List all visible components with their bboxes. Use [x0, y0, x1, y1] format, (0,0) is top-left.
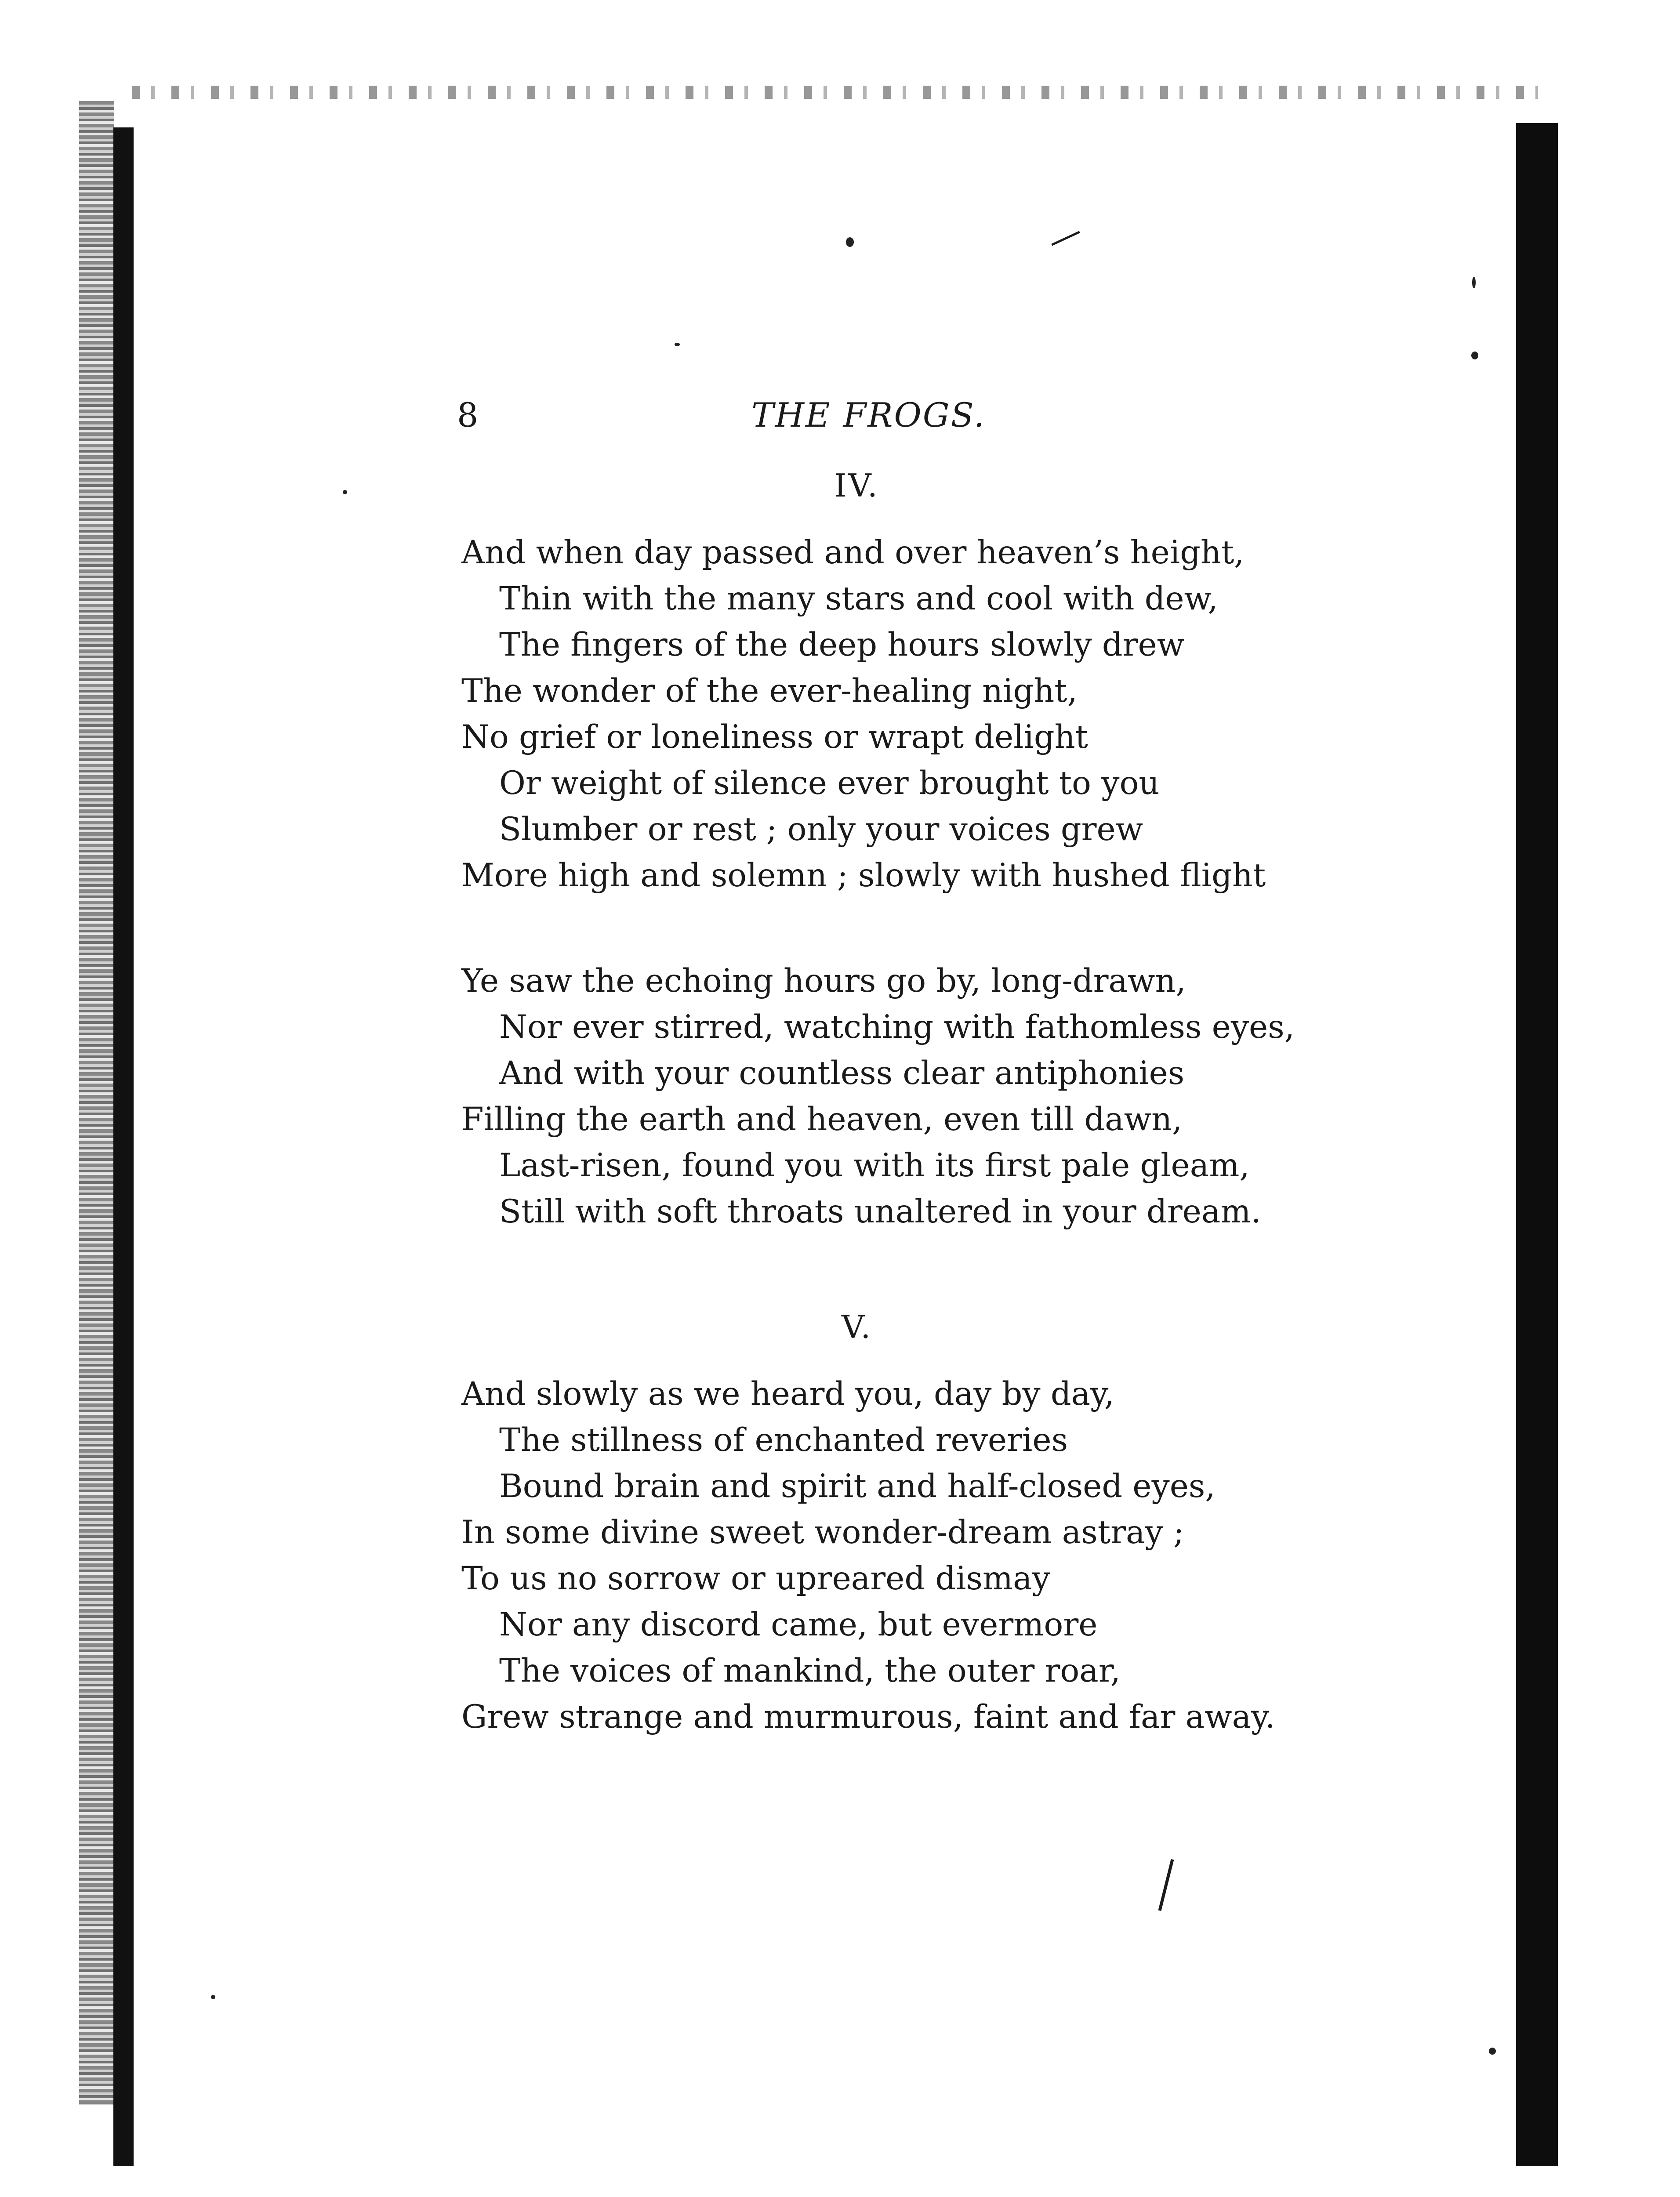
poem-line: In some divine sweet wonder-dream astray ;: [461, 1514, 1184, 1551]
scan-speck: [1489, 2048, 1496, 2055]
section-numeral: IV.: [834, 467, 879, 504]
poem-line: Thin with the many stars and cool with dew,: [499, 580, 1218, 617]
poem-line: The voices of mankind, the outer roar,: [499, 1652, 1121, 1689]
stanza: [461, 529, 1340, 899]
page-header: [457, 393, 1204, 442]
poem-line: To us no sorrow or upreared dismay: [461, 1560, 1050, 1597]
running-title: THE FROGS.: [751, 395, 986, 435]
poem-line: No grief or loneliness or wrapt delight: [461, 718, 1088, 756]
scan-speck: [1472, 277, 1476, 288]
pencil-stroke: [1158, 1859, 1174, 1911]
page-number: 8: [457, 395, 479, 435]
poem-line: The fingers of the deep hours slowly drew: [499, 626, 1185, 663]
poem-line: The wonder of the ever-healing night,: [461, 672, 1078, 710]
scan-speck: [343, 490, 347, 494]
scan-speck: [211, 1995, 215, 1999]
poem-line: Still with soft throats unaltered in your dream.: [499, 1193, 1261, 1230]
stanza: [461, 1371, 1340, 1740]
poem-line: More high and solemn ; slowly with hushed flight: [461, 857, 1266, 894]
poem-line: And slowly as we heard you, day by day,: [461, 1375, 1114, 1413]
poem-line: Nor any discord came, but evermore: [499, 1606, 1098, 1643]
poem-line: Slumber or rest ; only your voices grew: [499, 811, 1143, 848]
poem-line: Or weight of silence ever brought to you: [499, 765, 1160, 802]
poem-line: Nor ever stirred, watching with fathomless eyes,: [499, 1008, 1295, 1046]
scan-left-binding: [79, 101, 114, 2105]
stanza: [461, 958, 1340, 1235]
poem-line: Bound brain and spirit and half-closed eyes,: [499, 1468, 1216, 1505]
scan-speck: [675, 343, 680, 346]
pencil-stroke: [1051, 231, 1080, 246]
scan-speck: [1471, 352, 1478, 359]
scan-right-shadow-bar: [1516, 123, 1558, 2166]
poem-line: Last-risen, found you with its first pale gleam,: [499, 1147, 1250, 1184]
section-numeral: V.: [842, 1309, 873, 1345]
scan-top-edge: [132, 86, 1538, 99]
scan-left-shadow-bar: [113, 127, 134, 2166]
poem-line: And when day passed and over heaven’s height,: [461, 534, 1245, 571]
poem-line: The stillness of enchanted reveries: [499, 1421, 1068, 1459]
poem-line: Grew strange and murmurous, faint and far away.: [461, 1698, 1275, 1736]
poem-line: Filling the earth and heaven, even till dawn,: [461, 1101, 1183, 1138]
poem-line: And with your countless clear antiphonies: [499, 1055, 1185, 1092]
poem-line: Ye saw the echoing hours go by, long-drawn,: [461, 962, 1186, 1000]
scan-speck: [846, 237, 854, 247]
